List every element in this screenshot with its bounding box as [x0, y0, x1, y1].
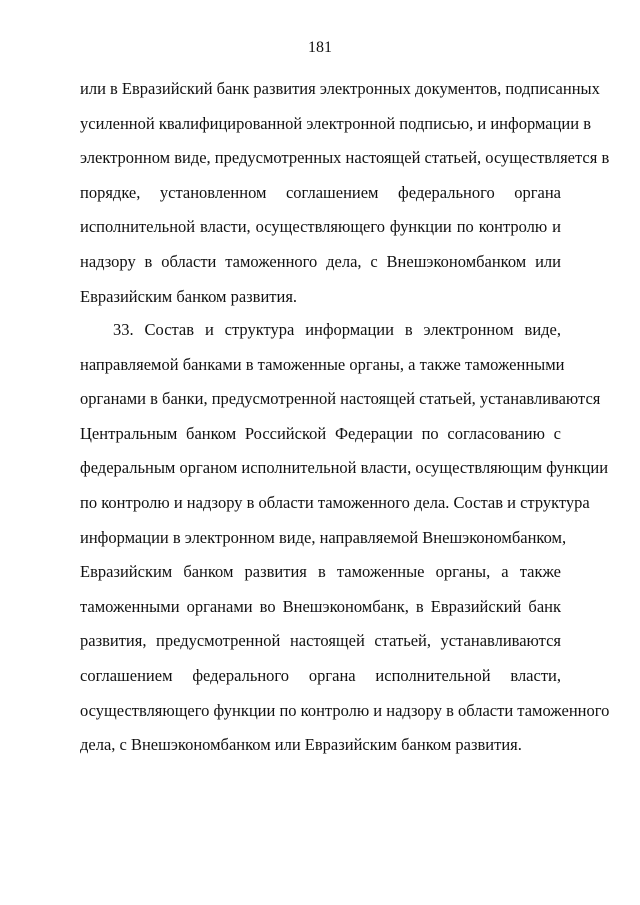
paragraph-line: или в Евразийский банк развития электронных документов, подписанных	[80, 79, 600, 98]
paragraph-line: электронном виде, предусмотренных настоящей статьей, осуществляется в	[80, 148, 610, 168]
paragraph-line: осуществляющего функции по контролю и надзору в области таможенного	[80, 700, 610, 720]
paragraph-line: органами в банки, предусмотренной настоящей статьей, устанавливаются	[80, 389, 601, 409]
paragraph-line: направляемой банками в таможенные органы, а также таможенными	[80, 354, 565, 374]
paragraph-line: исполнительной власти, осуществляющего функции по контролю и	[80, 217, 561, 237]
paragraph-2	[80, 320, 610, 770]
paragraph-line: Центральным банком Российской Федерации по согласованию с	[80, 423, 561, 443]
paragraph-line: дела, с Внешэкономбанком или Евразийским банком развития.	[80, 735, 522, 755]
paragraph-line: федеральным органом исполнительной власти, осуществляющим функции	[80, 458, 609, 478]
paragraph-line: Евразийским банком развития.	[80, 286, 298, 306]
paragraph-line: информации в электронном виде, направляемой Внешэкономбанком,	[80, 527, 567, 547]
paragraph-line: соглашением федерального органа исполнительной власти,	[80, 665, 561, 685]
paragraph-line: развития, предусмотренной настоящей статьей, устанавливаются	[80, 631, 561, 651]
paragraph-line: Евразийским банком развития в таможенные органы, а также	[80, 562, 561, 582]
paragraph-line: по контролю и надзору в области таможенного дела. Состав и структура	[80, 492, 590, 512]
paragraph-line: таможенными органами во Внешэкономбанк, в Евразийский банк	[80, 596, 561, 616]
paragraph-line: усиленной квалифицированной электронной подписью, и информации в	[80, 113, 592, 133]
page-number: 181	[308, 39, 332, 56]
paragraph-line: 33. Состав и структура информации в электронном виде,	[113, 320, 561, 339]
paragraph-line: порядке, установленном соглашением федерального органа	[80, 182, 561, 202]
paragraph-line: надзору в области таможенного дела, с Внешэкономбанком или	[80, 251, 561, 271]
paragraph-1	[80, 79, 610, 321]
